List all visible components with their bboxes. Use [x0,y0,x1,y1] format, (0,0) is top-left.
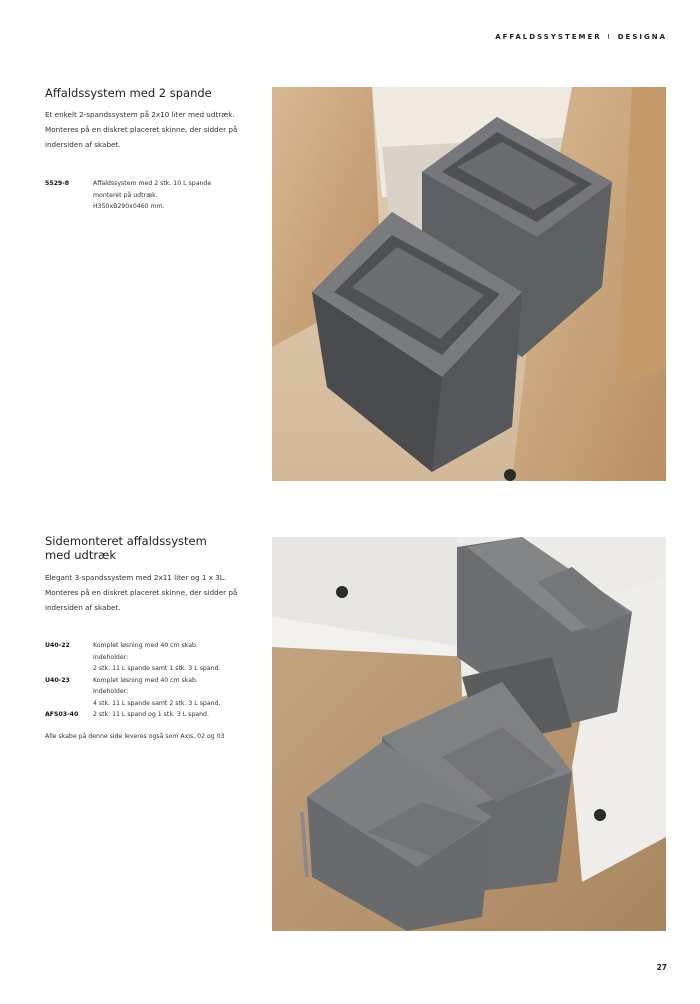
product-line: 4 stk. 11 L spande samt 2 stk. 3 L spand. [93,699,221,707]
desc-line: indersiden af skabet. [45,140,121,149]
two-bin-waste-system-photo [272,87,666,481]
section2-title [45,534,245,562]
section1-description [45,107,255,152]
product-line: Komplet løsning med 40 cm skab. [93,642,198,649]
header-brand: DESIGNA [617,33,667,41]
header-section: AFFALDSSYSTEMER [495,33,602,41]
header-separator: I [607,33,612,41]
page-number: 27 [656,963,667,972]
side-mounted-waste-system-photo [272,537,666,931]
product-row [45,675,260,710]
product-row [45,640,260,675]
section1-title: Affaldssystem med 2 spande [45,86,212,100]
section2-description [45,570,255,615]
product-details [93,640,220,675]
product-code: 5529-8 [45,180,70,187]
product-details [93,675,220,710]
desc-line: Et enkelt 2-spandssystem på 2x10 liter med udtræk. [45,110,235,119]
product-line: Affaldssystem med 2 stk. 10 L spande [93,180,212,187]
product-line: Indeholder: [93,688,129,695]
title-line: med udtræk [45,548,117,562]
product-line: 2 stk. 11 L spand og 1 stk. 3 L spand. [93,711,209,718]
availability-note: Alle skabe på denne side leveres også som Axis, 02 og 03 [45,733,225,740]
product-row [45,709,260,721]
product-row [45,178,260,213]
desc-line: indersiden af skabet. [45,603,121,612]
product-details [93,178,211,213]
running-header [495,33,667,41]
product-line: Indeholder: [93,653,129,661]
desc-line: Elegant 3-spandssystem med 2x11 liter og 1 x 3L. [45,573,227,582]
product-code: U40-23 [45,676,70,684]
product-details [93,709,209,721]
product-code: U40-22 [45,642,70,649]
product-line: monteret på udtræk. [93,191,158,199]
section2-product-list [45,640,260,721]
product-code: AFS03-40 [45,711,79,718]
product-line: 2 stk. 11 L spande samt 1 stk. 3 L spand. [93,665,221,672]
desc-line: Monteres på en diskret placeret skinne, der sidder på [45,588,238,597]
product-line: H350xB290x0460 mm. [93,203,165,210]
desc-line: Monteres på en diskret placeret skinne, der sidder på [45,125,238,134]
product-line: Komplet løsning med 40 cm skab. [93,676,198,684]
section1-product-list [45,178,260,213]
title-line: Sidemonteret affaldssystem [45,534,207,548]
